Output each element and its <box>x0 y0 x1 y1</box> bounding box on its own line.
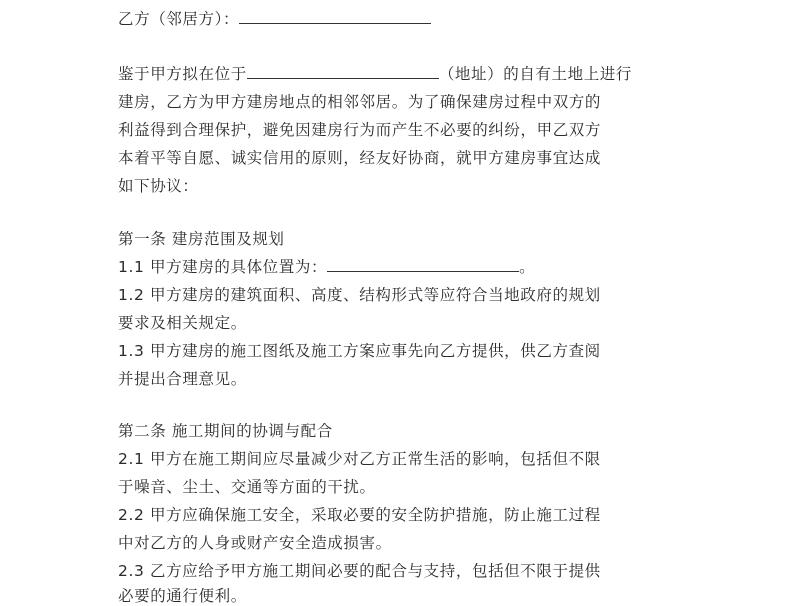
clause-2-2-line-1: 2.2 甲方应确保施工安全，采取必要的安全防护措施，防止施工过程 <box>118 506 601 524</box>
preamble-line-5: 如下协议： <box>118 177 199 195</box>
preamble-line-2: 建房，乙方为甲方建房地点的相邻邻居。为了确保建房过程中双方的 <box>118 93 602 111</box>
clause-2-3-line-2: 必要的通行便利。 <box>118 587 247 605</box>
article-2-heading: 第二条 施工期间的协调与配合 <box>118 422 333 440</box>
clause-2-1-line-1: 2.1 甲方在施工期间应尽量减少对乙方正常生活的影响，包括但不限 <box>118 450 601 468</box>
preamble-line-4: 本着平等自愿、诚实信用的原则，经友好协商，就甲方建房事宜达成 <box>118 149 602 167</box>
clause-1-1-end: 。 <box>519 258 536 276</box>
party-b-label: 乙方（邻居方）： <box>118 10 240 28</box>
preamble-text-before: 鉴于甲方拟在位于 <box>118 65 247 83</box>
clause-1-1-text: 1.1 甲方建房的具体位置为： <box>118 258 328 276</box>
address-blank <box>247 64 439 79</box>
preamble-line-1 <box>118 64 632 84</box>
preamble-text-after: （地址）的自有土地上进行 <box>438 65 633 83</box>
clause-1-2-line-2: 要求及相关规定。 <box>118 314 247 332</box>
clause-1-2-line-1: 1.2 甲方建房的建筑面积、高度、结构形式等应符合当地政府的规划 <box>118 286 601 304</box>
party-b-blank <box>239 9 431 24</box>
party-b-line <box>118 9 431 29</box>
clause-1-3-line-2: 并提出合理意见。 <box>118 370 247 388</box>
clause-2-2-line-2: 中对乙方的人身或财产安全造成损害。 <box>118 534 392 552</box>
preamble-line-3: 利益得到合理保护，避免因建房行为而产生不必要的纠纷，甲乙双方 <box>118 121 602 139</box>
article-1-heading: 第一条 建房范围及规划 <box>118 230 285 248</box>
clause-2-3-line-1: 2.3 乙方应给予甲方施工期间必要的配合与支持，包括但不限于提供 <box>118 562 601 580</box>
location-blank <box>327 257 519 272</box>
clause-1-3-line-1: 1.3 甲方建房的施工图纸及施工方案应事先向乙方提供，供乙方查阅 <box>118 342 601 360</box>
clause-2-1-line-2: 于噪音、尘土、交通等方面的干扰。 <box>118 478 376 496</box>
clause-1-1 <box>118 257 535 277</box>
